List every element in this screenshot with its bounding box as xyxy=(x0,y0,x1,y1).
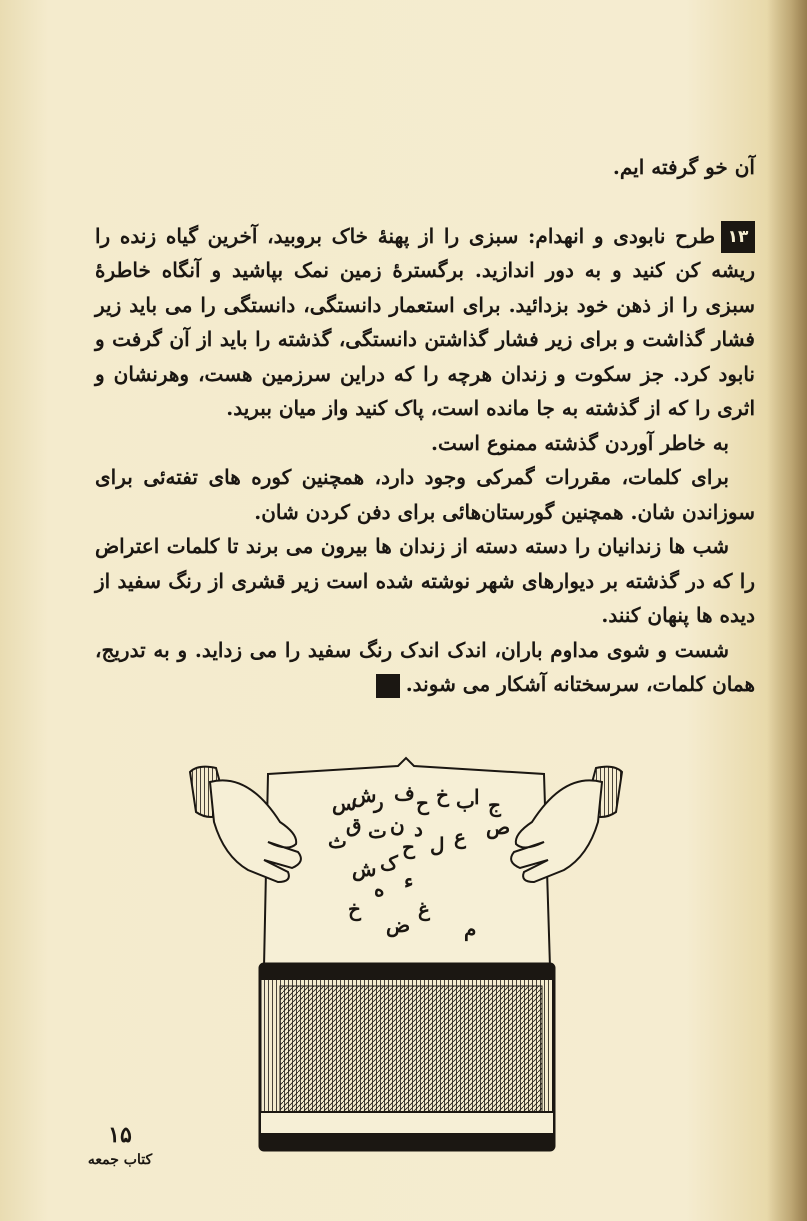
illustration-letter: ر xyxy=(374,789,384,813)
section-paragraph-3: برای کلمات، مقررات گمرکی وجود دارد، همچنین کوره های تفته‌ئی برای سوزاندن شان. همچنین گورستان‌هائی برای دفن کردن شان. xyxy=(95,465,755,524)
illustration-letter: ح xyxy=(402,835,415,859)
illustration-letter: ب xyxy=(456,789,475,813)
illustration-letter: ج xyxy=(488,793,501,817)
illustration-letter: ص xyxy=(486,815,511,839)
illustration-letter: د xyxy=(414,817,423,841)
book-bottom-edge xyxy=(260,1134,554,1150)
illustration-letter: ء xyxy=(404,869,414,893)
section-number-badge: ۱۳ xyxy=(721,221,755,253)
illustration-letter: خ xyxy=(348,897,361,921)
book-cover-edge xyxy=(260,964,554,980)
illustration-letter: ش xyxy=(352,783,377,807)
illustration-letter: ف xyxy=(394,781,415,805)
illustration-letter: خ xyxy=(436,783,449,807)
section-paragraph-4: شب ها زندانیان را دسته دسته از زندان ها بیرون می برند تا کلمات اعتراض را که در گذشته بر دیوارهای شهر نوشته شده است زیر قشری از رنگ سفید از دیده ها پنهان کنند. xyxy=(95,534,755,627)
article-body xyxy=(95,150,755,702)
book-spine-band xyxy=(260,1112,554,1134)
illustration-letter: ن xyxy=(390,813,405,837)
section-paragraph-1-text: طرح نابودی و انهدام: سبزی را از پهنهٔ خاک بروبید، آخرین گیاه زنده را ریشه کن کنید و به دور اندازید. برگسترهٔ زمین نمک بپاشید و آنگاه خاطرهٔ سبزی را از ذهن خود بزدائید. برای استعمار دانستگی، دانستگی را می باید زیر فشار گذاشت و برای زیر فشار گذاشتن دانستگی، گذشته را باید از آن گرفت و نابود کرد. جز سکوت و زندان هرچه را که دراین سرزمین هست، وهرنشان و اثری را که از گذشته به جا مانده است، پاک کنید واز میان ببرید. xyxy=(95,223,755,420)
hands-holding-book-illustration xyxy=(188,752,624,1152)
illustration-letter: م xyxy=(464,917,477,941)
illustration-letter: ه xyxy=(374,877,385,901)
illustration-letter: ا xyxy=(474,785,480,809)
end-of-section-mark xyxy=(376,674,400,698)
section-paragraph-1 xyxy=(95,219,755,426)
section-paragraph-5 xyxy=(95,633,755,702)
illustration-letter: ض xyxy=(386,913,411,937)
illustration-letter: ث xyxy=(328,829,347,853)
illustration-letter: ع xyxy=(454,825,466,849)
illustration-letter: س xyxy=(332,791,357,815)
section-paragraph-5-text: شست و شوی مداوم باران، اندک اندک رنگ سفید را می زداید. و به تدریج، همان کلمات، سرسختانه آشکار می شوند. xyxy=(95,637,755,696)
illustration-letter: ت xyxy=(368,819,387,843)
illustration-letter: ک xyxy=(380,851,398,875)
book-name: کتاب جمعه xyxy=(87,1152,153,1168)
illustration-letter: ق xyxy=(346,813,362,837)
page-number: ۱۵ xyxy=(108,1122,132,1148)
section-paragraph-2: به خاطر آوردن گذشته ممنوع است. xyxy=(430,430,729,455)
intro-line: آن خو گرفته ایم. xyxy=(612,155,755,179)
page-footer xyxy=(70,1122,170,1168)
illustration-letter: غ xyxy=(418,897,430,921)
illustration-letter: ش xyxy=(352,857,377,881)
illustration-letter: ح xyxy=(416,791,429,815)
spine-shadow xyxy=(767,0,807,1221)
illustration-letter: ل xyxy=(430,833,445,857)
